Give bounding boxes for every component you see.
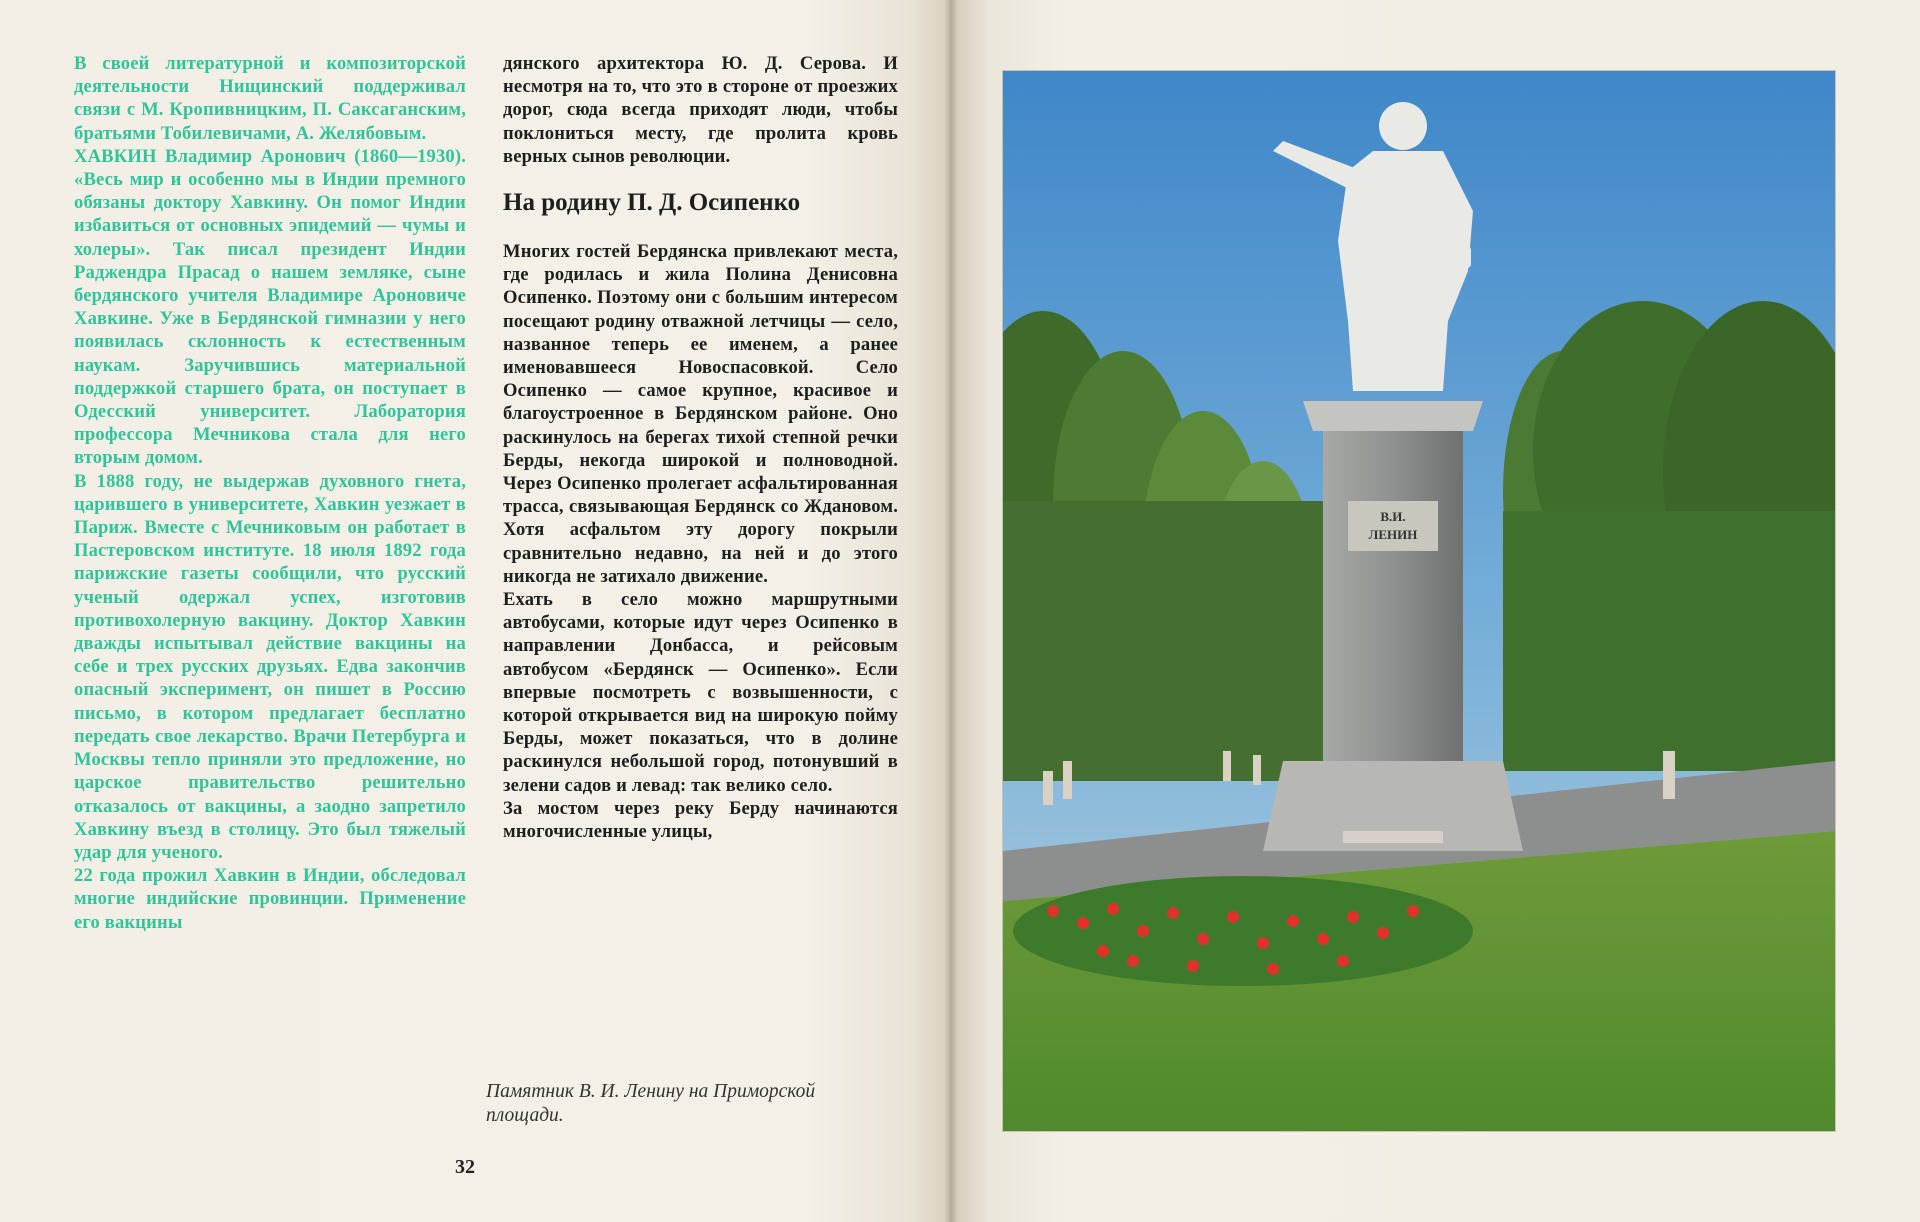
paragraph: Ехать в село можно маршрутными автобусами, которые идут через Осипенко в направлении Донбасса, и рейсовым автобусом «Бердянск — Осипенко». Если впервые посмотреть с возвышенности, с которой открывается вид на широкую пойму Берды, может показаться, что в долине раскинулся небольшой город, потонувший в зелени садов и левад: так велико село.: [503, 589, 898, 796]
paragraph: ХАВКИН Владимир Аронович (1860—1930). «Весь мир и особенно мы в Индии премного обязаны доктору Хавкину. Он помог Индии избавиться от основных эпидемий — чумы и холеры». Так писал президент Индии Раджендра Прасад о нашем земляке, сыне бердянского учителя Владимире Ароновиче Хавкине. Уже в Бердянской гимназии у него появилась склонность к естественным наукам. Заручившись материальной поддержкой старшего брата, он поступает в Одесский университет. Лаборатория профессора Мечникова стала для него вторым домом.: [74, 145, 466, 469]
middle-text-column: [503, 52, 898, 843]
trees-right: [1503, 301, 1835, 771]
paragraph: Многих гостей Бердянска привлекают места, где родилась и жила Полина Денисовна Осипенко. Поэтому они с большим интересом посещают родину отважной летчицы — село, названное теперь ее именем, а ранее именовавшееся Новоспасовкой. Село Осипенко — самое крупное, красивое и благоустроенное в Бердянском районе. Оно раскинулось на берегах тихой степной речки Берды, некогда широкой и полноводной. Через Осипенко пролегает асфальтированная трасса, связывающая Бердянск со Ждановом. Хотя асфальтом эту дорогу покрыли сравнительно недавно, на ней и до этого никогда не затихало движение.: [503, 241, 898, 587]
book-gutter: [944, 0, 958, 1222]
pedestal-inscription: В.И.: [1380, 509, 1406, 524]
paragraph: дянского архитектора Ю. Д. Серова. И несмотря на то, что это в стороне от проезжих дорог, сюда всегда приходят люди, чтобы поклониться месту, где пролита кровь верных сынов революции.: [503, 53, 898, 167]
section-heading: На родину П. Д. Осипенко: [503, 189, 801, 217]
photo-caption: Памятник В. И. Ленину на Приморской площади.: [486, 1081, 816, 1126]
paragraph: За мостом через реку Берду начинаются многочисленные улицы,: [503, 797, 898, 843]
paragraph: В 1888 году, не выдержав духовного гнета, царившего в университете, Хавкин уезжает в Париж. Вместе с Мечниковым он работает в Пастеровском институте. 18 июля 1892 года парижские газеты сообщили, что русский ученый одержал успех, изготовив противохолерную вакцину. Доктор Хавкин дважды испытывал действие вакцины на себе и трех русских друзьях. Едва закончив опасный эксперимент, он пишет в Россию письмо, в котором предлагает бесплатно передать свое лекарство. Врачи Петербурга и Москвы тепло приняли это предложение, но царское правительство решительно отказалось от вакцины, а заодно запретило Хавкину въезд в столицу. Это был тяжелый удар для ученого.: [74, 470, 466, 863]
paragraph: В своей литературной и композиторской деятельности Нищинский поддерживал связи с М. Кропивницким, П. Саксаганским, братьями Тобилевичами, А. Желябовым.: [74, 53, 466, 144]
pedestal-inscription: ЛЕНИН: [1368, 527, 1418, 542]
left-page: [0, 0, 950, 1222]
paragraph: 22 года прожил Хавкин в Индии, обследовал многие индийские провинции. Применение его вакцины: [74, 865, 466, 933]
page-number: 32: [455, 1156, 475, 1178]
left-text-column: [74, 52, 466, 934]
flower-bed: [1013, 876, 1473, 986]
lenin-monument-photo: [1002, 70, 1836, 1132]
